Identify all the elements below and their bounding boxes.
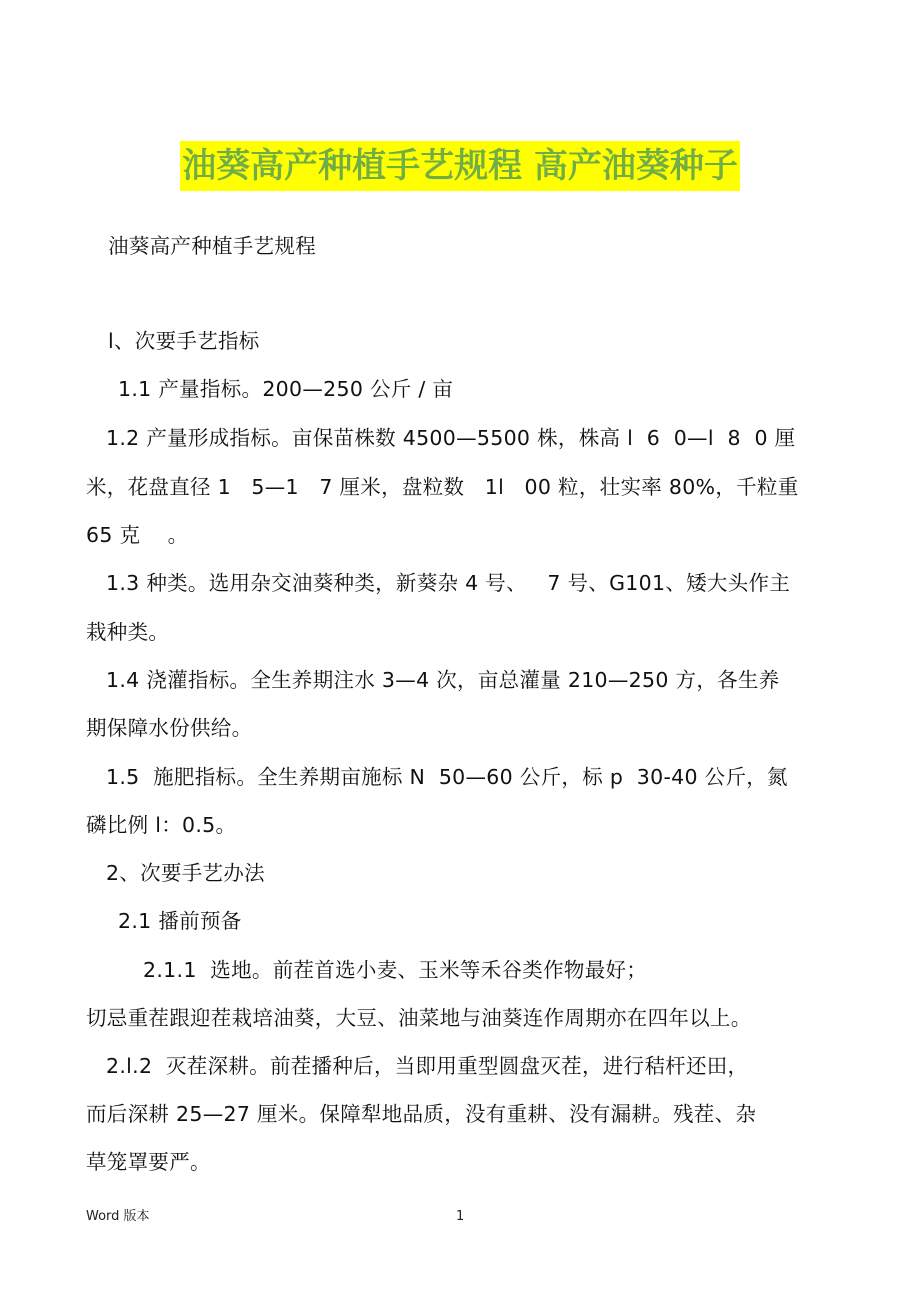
paragraph-line: 2.l.2 灭茬深耕。前茬播种后，当即用重型圆盘灭茬，进行秸杆还田， <box>106 1054 749 1078</box>
paragraph-line: 栽种类。 <box>86 620 170 644</box>
paragraph-line: 65 克 。 <box>86 523 189 547</box>
paragraph-line: 1.1 产量指标。200—250 公斤 / 亩 <box>118 377 454 401</box>
paragraph-line: 切忌重茬跟迎茬栽培油葵，大豆、油菜地与油葵连作周期亦在四年以上。 <box>86 1006 752 1030</box>
paragraph-line: 米，花盘直径 1 5—1 7 厘米，盘粒数 1l 00 粒，壮实率 80%，千粒重 <box>86 475 799 499</box>
paragraph-line: 1.5 施肥指标。全生养期亩施标 N 50—60 公斤，标 p 30-40 公斤，氮 <box>106 765 788 789</box>
paragraph-line: 1.2 产量形成指标。亩保苗株数 4500—5500 株，株高 l 6 0—l 8 0 厘 <box>106 426 796 450</box>
paragraph-line: 1.3 种类。选用杂交油葵种类，新葵杂 4 号、 7 号、G101、矮大头作主 <box>106 571 791 595</box>
subsection-heading: 2.1 播前预备 <box>118 909 242 933</box>
paragraph-line: 草笼罩要严。 <box>86 1150 211 1174</box>
paragraph-line: 而后深耕 25—27 厘米。保障犁地品质，没有重耕、没有漏耕。残茬、杂 <box>86 1102 757 1126</box>
section-heading-2: 2、次要手艺办法 <box>106 861 265 885</box>
footer-version-label: Word 版本 <box>86 1209 150 1224</box>
paragraph-line: 磷比例 l：0.5。 <box>86 813 237 837</box>
subtitle-line: 油葵高产种植手艺规程 <box>108 234 316 258</box>
paragraph-line: 期保障水份供给。 <box>86 716 253 740</box>
footer-page-number: 1 <box>456 1209 465 1224</box>
title-container <box>0 141 920 191</box>
section-heading-1: l、次要手艺指标 <box>108 329 260 353</box>
paragraph-line: 2.1.1 选地。前茬首选小麦、玉米等禾谷类作物最好； <box>143 958 648 982</box>
document-title: 油葵高产种植手艺规程 高产油葵种子 <box>180 141 740 191</box>
paragraph-line: 1.4 浇灌指标。全生养期注水 3—4 次，亩总灌量 210—250 方，各生养 <box>106 668 780 692</box>
